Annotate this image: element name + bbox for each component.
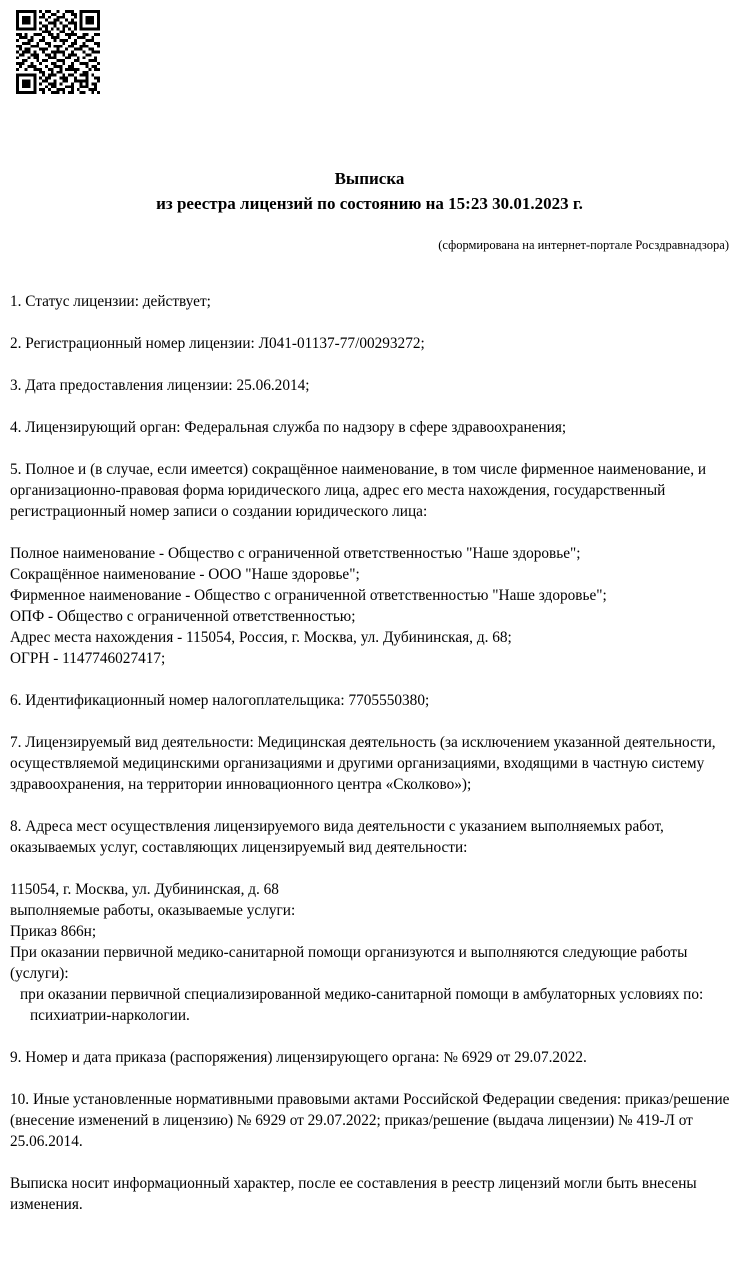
item-activity-type: 7. Лицензируемый вид деятельности: Медицинская деятельность (за исключением указанной деятельности, осуществляемой медицинскими организациями и другими организациями, входящими в частную систему здравоохранения, на территории инновационного центра «Сколково»); — [10, 734, 716, 793]
activity-address: 115054, г. Москва, ул. Дубининская, д. 68 — [10, 881, 279, 898]
item-firm-name: Фирменное наименование - Общество с ограниченной ответственностью "Наше здоровье"; — [10, 587, 607, 604]
footer-disclaimer: Выписка носит информационный характер, после ее составления в реестр лицензий могли быть внесены изменения. — [10, 1175, 697, 1213]
item-short-name: Сокращённое наименование - ООО "Наше здоровье"; — [10, 566, 360, 583]
item-registration-number: 2. Регистрационный номер лицензии: Л041-01137-77/00293272; — [10, 335, 425, 352]
item-opf: ОПФ - Общество с ограниченной ответственностью; — [10, 608, 356, 625]
item-ogrn: ОГРН - 1147746027417; — [10, 650, 166, 667]
item-order-number-date: 9. Номер и дата приказа (распоряжения) лицензирующего органа: № 6929 от 29.07.2022. — [10, 1049, 587, 1066]
document-body — [10, 291, 735, 1215]
specialized-care-works: при оказании первичной специализированной медико-санитарной помощи в амбулаторных условиях по: — [20, 986, 704, 1003]
works-label: выполняемые работы, оказываемые услуги: — [10, 902, 296, 919]
order-reference: Приказ 866н; — [10, 923, 97, 940]
item-other-info: 10. Иные установленные нормативными правовыми актами Российской Федерации сведения: приказ/решение (внесение изменений в лицензию) № 6929 от 29.07.2022; приказ/решение (выдача лицензии) № 419-Л от 25.06.2014. — [10, 1091, 730, 1150]
source-note: (сформирована на интернет-портале Росздравнадзора) — [438, 238, 729, 252]
specialty-name: психиатрии-наркологии. — [30, 1007, 190, 1024]
item-licensing-authority: 4. Лицензирующий орган: Федеральная служба по надзору в сфере здравоохранения; — [10, 419, 567, 436]
document-title: Выписка — [334, 169, 405, 188]
primary-care-works: При оказании первичной медико-санитарной помощи организуются и выполняются следующие работы (услуги): — [10, 944, 688, 982]
document-subtitle: из реестра лицензий по состоянию на 15:23 30.01.2023 г. — [156, 194, 583, 213]
item-legal-entity-header: 5. Полное и (в случае, если имеется) сокращённое наименование, в том числе фирменное наименование, и организационно-правовая форма юридического лица, адрес его места нахождения, государственный регистрационный номер записи о создании юридического лица: — [10, 461, 707, 520]
qr-code — [14, 10, 102, 94]
item-inn: 6. Идентификационный номер налогоплательщика: 7705550380; — [10, 692, 430, 709]
item-license-status: 1. Статус лицензии: действует; — [10, 293, 211, 310]
item-issue-date: 3. Дата предоставления лицензии: 25.06.2014; — [10, 377, 310, 394]
item-full-name: Полное наименование - Общество с ограниченной ответственностью "Наше здоровье"; — [10, 545, 581, 562]
item-address: Адрес места нахождения - 115054, Россия, г. Москва, ул. Дубининская, д. 68; — [10, 629, 512, 646]
item-activity-addresses: 8. Адреса мест осуществления лицензируемого вида деятельности с указанием выполняемых работ, оказываемых услуг, составляющих лицензируемый вид деятельности: — [10, 818, 664, 856]
